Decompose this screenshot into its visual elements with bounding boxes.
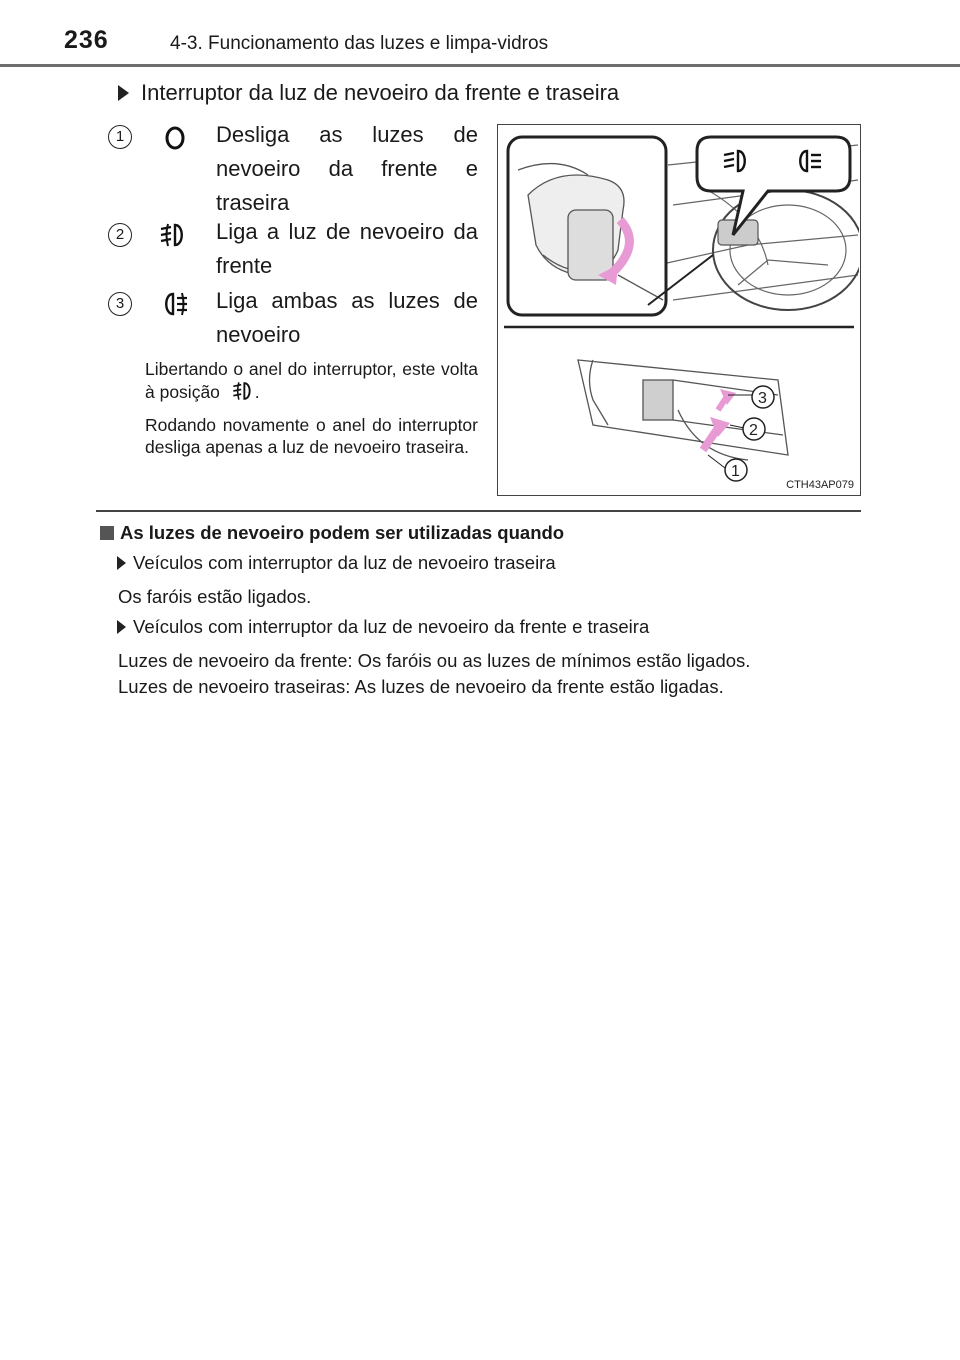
front-fog-light-icon [157,221,187,249]
bullet-arrow-icon [118,85,129,101]
item-1-number: 1 [108,125,132,149]
usage-heading-text: As luzes de nevoeiro podem ser utilizadas quando [120,522,565,543]
page-number: 236 [64,26,109,54]
item-3-text: Liga ambas as luzes de nevoeiro [216,288,478,347]
note-release-ring [145,358,478,403]
usage-sub-front-rear [117,616,649,638]
usage-body-front-line1: Luzes de nevoeiro da frente: Os faróis ou as luzes de mínimos estão ligados. [118,650,751,671]
item-2-number: 2 [108,223,132,247]
note-release-ring-text: Libertando o anel do interruptor, este volta à posição [145,359,478,402]
front-fog-light-inline-icon [229,380,255,402]
figure-caption: CTH43AP079 [786,479,854,491]
bullet-arrow-icon [117,556,126,570]
fog-switch-heading [118,80,619,106]
rear-fog-light-icon [160,290,190,318]
header-rule [0,64,960,67]
section-title: 4-3. Funcionamento das luzes e limpa-vidros [170,33,549,54]
usage-sub-rear [117,552,556,574]
item-2-text: Liga a luz de nevoeiro da frente [216,219,478,278]
usage-sub-rear-text: Veículos com interruptor da luz de nevoeiro traseira [133,552,556,573]
callout-2-label: 2 [749,422,758,439]
callout-1-label: 1 [731,463,740,480]
section-rule [96,510,861,512]
callout-3-label: 3 [758,390,767,407]
bullet-arrow-icon [117,620,126,634]
usage-heading [100,522,564,544]
illustration-svg [498,125,859,494]
item-1-text: Desliga as luzes de nevoeiro da frente e traseira [216,122,478,215]
note-turn-again: Rodando novamente o anel do interruptor desliga apenas a luz de nevoeiro traseira. [145,415,478,457]
fog-lights-off-icon [160,124,190,152]
item-3-number: 3 [108,292,132,316]
usage-body-rear: Os faróis estão ligados. [118,586,312,607]
usage-body-front-line2: Luzes de nevoeiro traseiras: As luzes de nevoeiro da frente estão ligadas. [118,676,724,697]
fog-switch-heading-text: Interruptor da luz de nevoeiro da frente e traseira [141,80,620,105]
square-bullet-icon [100,526,114,540]
note-release-ring-period: . [254,382,260,402]
usage-sub-front-rear-text: Veículos com interruptor da luz de nevoeiro da frente e traseira [133,616,650,637]
fog-switch-illustration [497,124,861,496]
